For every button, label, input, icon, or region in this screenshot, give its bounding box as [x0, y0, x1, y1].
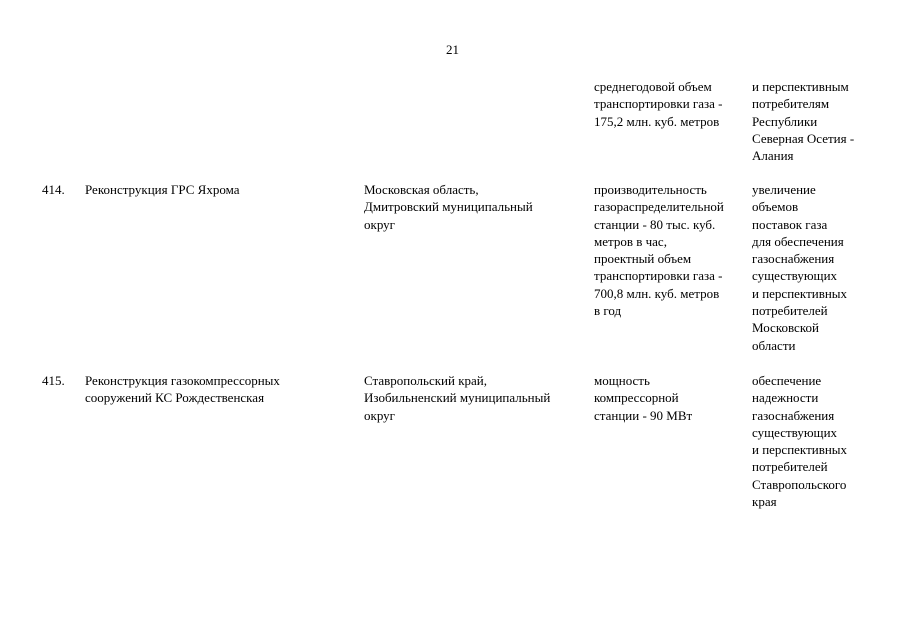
object-characteristics: производительность газораспределительной станции - 80 тыс. куб. метров в час, проектный объем транспортировки газа - 700,8 млн. куб. метров в год — [594, 182, 724, 319]
object-goal: увеличение объемов поставок газа для обеспечения газоснабжения существующих и перспективных потребителей Московской области — [752, 182, 848, 353]
object-name: Реконструкция ГРС Яхрома — [85, 182, 240, 197]
object-name: Реконструкция газокомпрессорных сооружений КС Рождественская — [85, 373, 280, 406]
object-location: Московская область, Дмитровский муниципальный округ — [364, 182, 533, 232]
object-location: Ставропольский край, Изобильненский муниципальный округ — [364, 373, 551, 423]
object-characteristics: среднегодовой объем транспортировки газа - 175,2 млн. куб. метров — [594, 79, 723, 129]
object-goal: обеспечение надежности газоснабжения существующих и перспективных потребителей Ставропольского края — [752, 373, 848, 510]
object-goal: и перспективным потребителям Республики Северная Осетия - Алания — [752, 79, 855, 164]
row-number: 415. — [42, 373, 65, 388]
row-number: 414. — [42, 182, 65, 197]
object-characteristics: мощность компрессорной станции - 90 МВт — [594, 373, 693, 423]
page-number: 21 — [446, 42, 459, 57]
